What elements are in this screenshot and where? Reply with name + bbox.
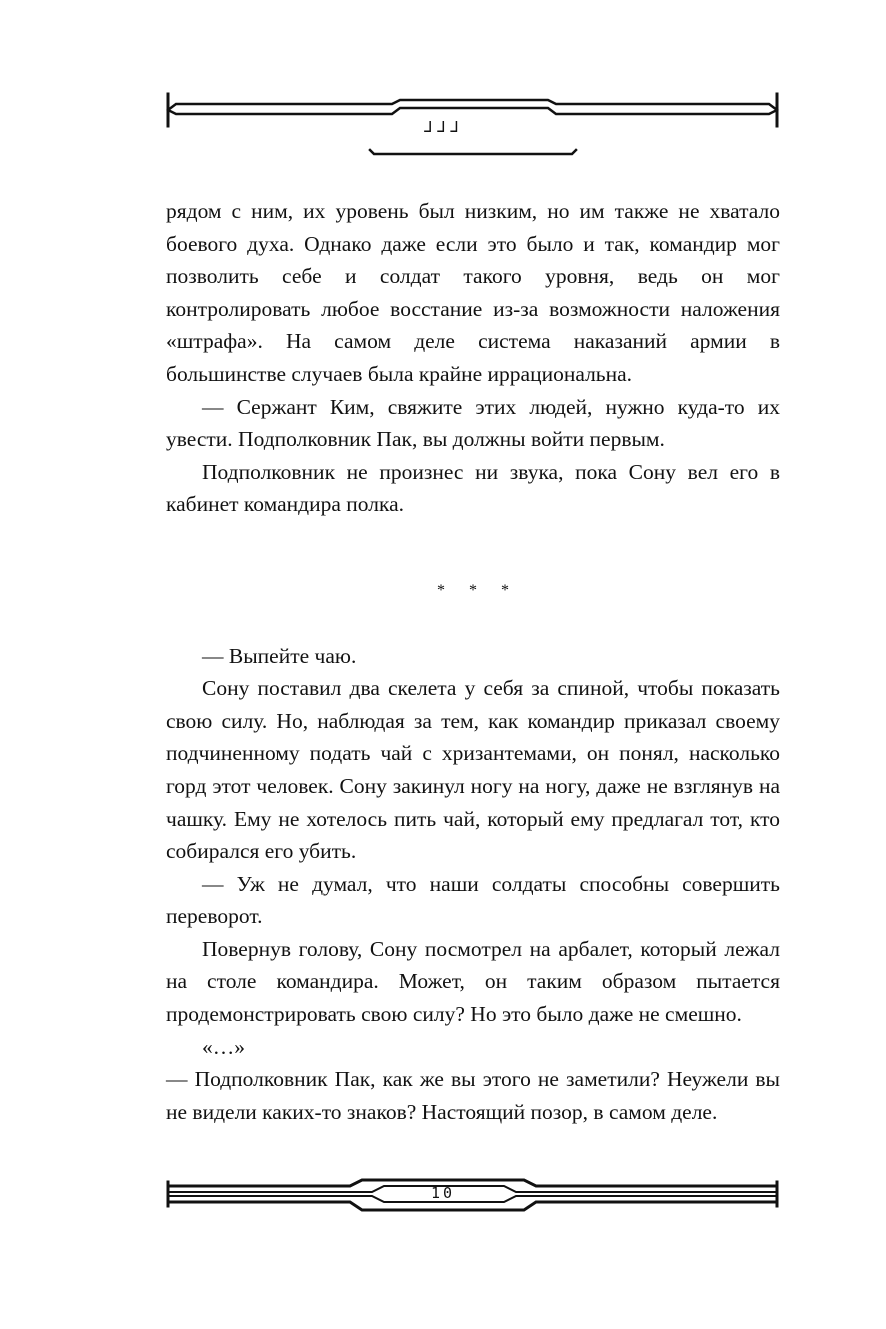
paragraph: — Сержант Ким, свяжите этих людей, нужно куда-то их увести. Подполковник Пак, вы должны войти первым. [166,394,780,452]
paragraph: рядом с ним, их уровень был низким, но им также не хватало боевого духа. Однако даже если это было и так, командир мог позволить себе и солдат такого уровня, ведь он мог контролировать любое восстание из-за возможности наложения «штрафа». На самом деле система наказаний армии в большинстве случаев была крайне иррациональна. [166,199,780,386]
paragraph: — Уж не думал, что наши солдаты способны совершить переворот. [166,871,780,929]
paragraph: — Выпейте чаю. [202,643,357,668]
paragraph: Сону поставил два скелета у себя за спиной, чтобы показать свою силу. Но, наблюдая за тем, как командир приказал своему подчиненному подать чай с хризантемами, он понял, насколько горд этот человек. Сону закинул ногу на ногу, даже не взглянув на чашку. Ему не хотелось пить чай, который ему предлагал тот, кто собирался его убить. [166,676,780,864]
header-mark: ᒧᒧᒧ [423,118,463,136]
paragraph: «…» [202,1034,245,1059]
footer-frame-ornament [0,1172,886,1232]
page-number: 10 [430,1184,456,1202]
paragraph: Подполковник не произнес ни звука, пока Сону вел его в кабинет командира полка. [166,459,780,517]
paragraph: Повернув голову, Сону посмотрел на арбалет, который лежал на столе командира. Может, он таким образом пытается продемонстрировать свою силу? Но это было даже не смешно. [166,936,780,1027]
section-separator: * * * [437,581,519,599]
section-one [166,195,780,521]
section-two [166,640,780,1129]
paragraph: — Подполковник Пак, как же вы этого не заметили? Неужели вы не видели каких-то знаков? Настоящий позор, в самом деле. [166,1067,780,1124]
page-text [166,195,780,1128]
